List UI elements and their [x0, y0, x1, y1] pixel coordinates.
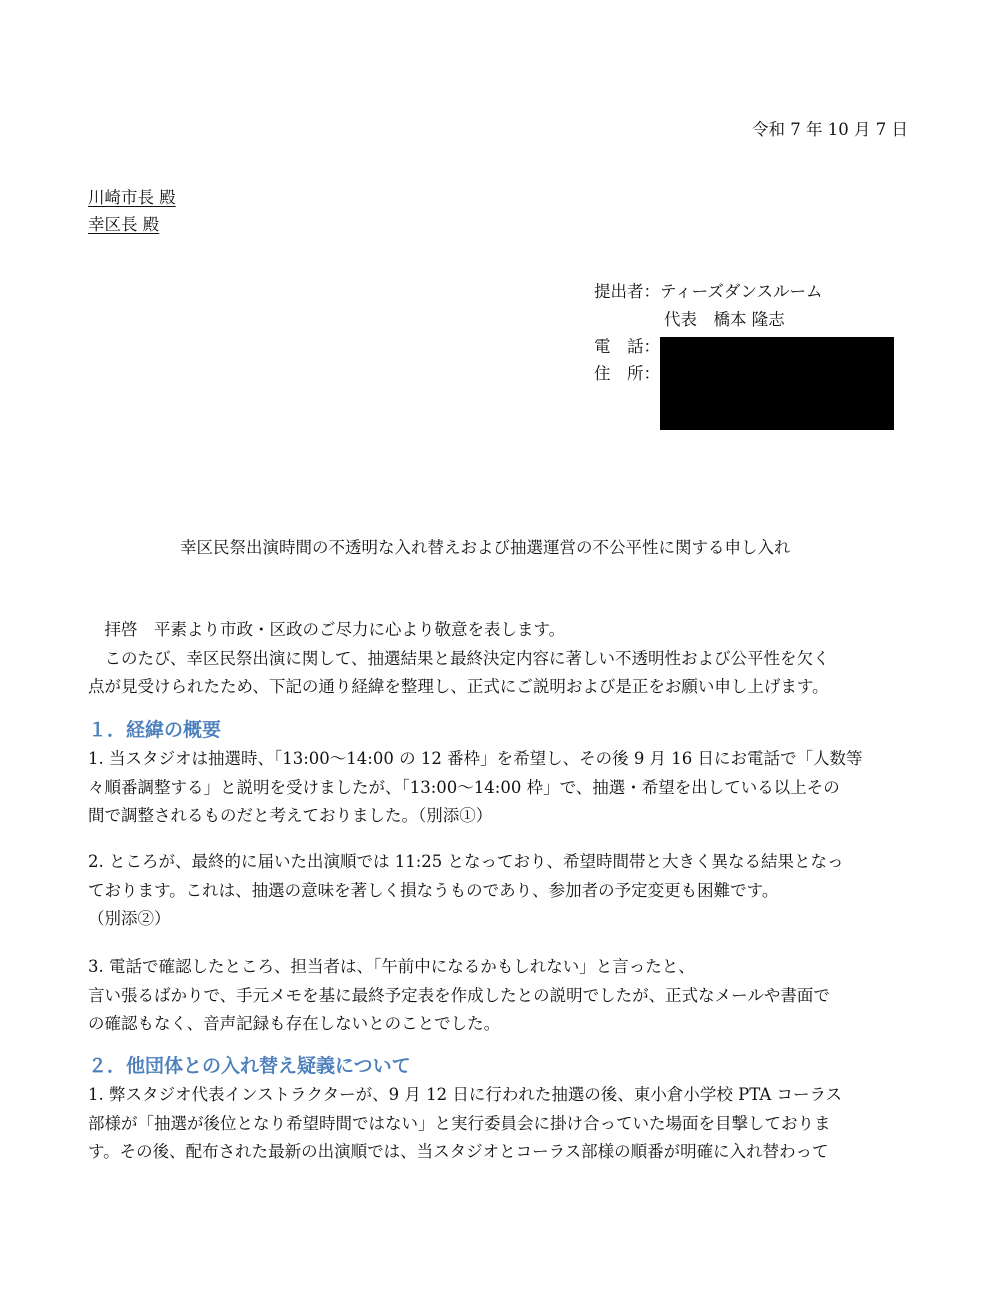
representative-name: 代表 橋本 隆志: [664, 310, 785, 329]
recipient-mayor: 川崎市長 殿: [88, 188, 176, 207]
item-line: す。その後、配布された最新の出演順では、当スタジオとコーラス部様の順番が明確に入れ替わって: [88, 1142, 829, 1161]
item-line: 2. ところが、最終的に届いた出演順では 11:25 となっており、希望時間帯と大きく異なる結果となっ: [88, 852, 844, 871]
item-line: 1. 弊スタジオ代表インストラクターが、9 月 12 日に行われた抽選の後、東小倉小学校 PTA コーラス: [88, 1085, 843, 1104]
item-line: 言い張るばかりで、手元メモを基に最終予定表を作成したとの説明でしたが、正式なメールや書面で: [88, 985, 830, 1005]
item-line: 1. 当スタジオは抽選時、「13:00～14:00 の 12 番枠」を希望し、その後 9 月 16 日にお電話で「人数等: [88, 749, 863, 768]
item-line: 部様が「抽選が後位となり希望時間ではない」と実行委員会に掛け合っていた場面を目撃しておりま: [88, 1113, 831, 1133]
intro-paragraph: [88, 616, 918, 702]
item-line: ております。これは、抽選の意味を著しく損なうものであり、参加者の予定変更も困難です。: [88, 880, 779, 900]
section1-item3: [88, 953, 918, 1039]
item-line: 3. 電話で確認したところ、担当者は、「午前中になるかもしれない」と言ったと、: [88, 957, 695, 976]
section1-item2: [88, 848, 918, 934]
phone-label: 電 話：: [594, 337, 660, 356]
intro-line: 点が見受けられたため、下記の通り経緯を整理し、正式にご説明および是正をお願い申し上げます。: [88, 677, 829, 696]
item-line: 間で調整されるものだと考えておりました。（別添①）: [88, 806, 493, 825]
section2-heading: ２．他団体との入れ替え疑義について: [88, 1055, 411, 1077]
submitter-label: 提出者：: [594, 282, 660, 301]
section1-heading: １．経緯の概要: [88, 719, 222, 741]
address-label: 住 所：: [594, 364, 660, 383]
document-date: 令和 7 年 10 月 7 日: [752, 120, 908, 139]
recipient-ward-chief: 幸区長 殿: [88, 215, 160, 234]
redaction-box: [660, 337, 894, 430]
document-title: 幸区民祭出演時間の不透明な入れ替えおよび抽選運営の不公平性に関する申し入れ: [180, 538, 791, 557]
item-line: の確認もなく、音声記録も存在しないとのことでした。: [88, 1014, 501, 1033]
section2-item1: [88, 1081, 918, 1167]
item-line: 々順番調整する」と説明を受けましたが、「13:00～14:00 枠」で、抽選・希望を出している以上その: [88, 777, 840, 797]
submitter-name: ティーズダンスルーム: [660, 282, 823, 301]
intro-line: 拝啓 平素より市政・区政のご尽力に心より敬意を表します。: [88, 620, 566, 639]
section1-item1: [88, 745, 918, 831]
item-line: （別添②）: [88, 909, 171, 928]
intro-line: このたび、幸区民祭出演に関して、抽選結果と最終決定内容に著しい不透明性および公平性を欠く: [88, 648, 830, 668]
submitter-line: [594, 282, 823, 302]
